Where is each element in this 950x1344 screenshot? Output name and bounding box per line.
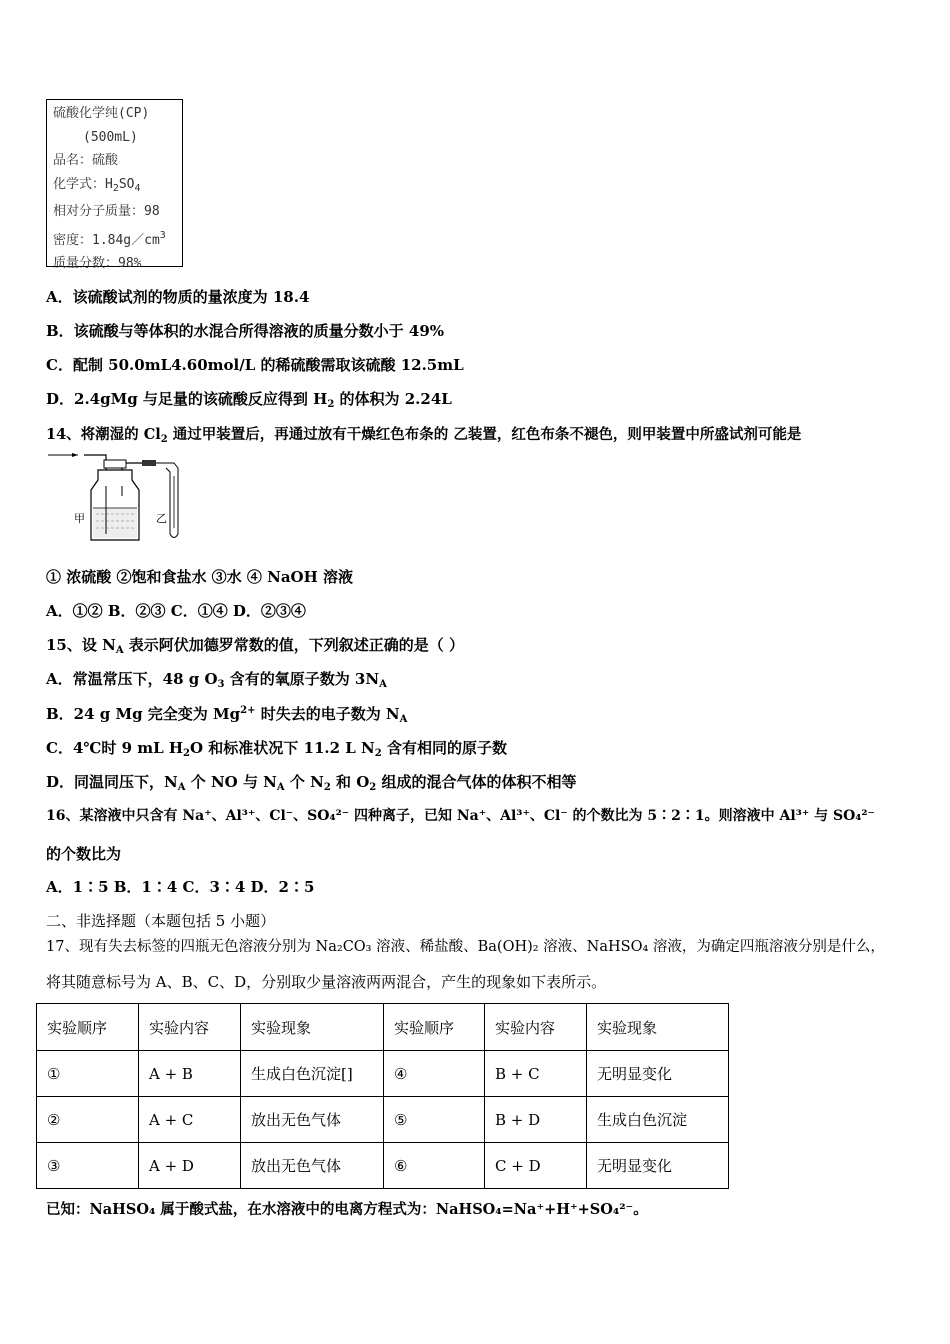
q15-option-a: A．常温常压下，48 g $O_3$ 含有的氧原子数为 $3N_A$ <box>46 670 387 690</box>
table-row <box>37 1051 729 1097</box>
header-cell: 实验现象 <box>587 1004 729 1051</box>
label-molar-mass: 相对分子质量：98 <box>53 204 160 219</box>
label-mass-fraction: 质量分数：98% <box>53 256 142 271</box>
q15-option-b: B．24 g Mg 完全变为 $Mg^{2+}$ 时失去的电子数为 $N_A$ <box>46 705 408 725</box>
q16-stem-line1: 16、某溶液中只含有 Na⁺、Al³⁺、Cl⁻、SO₄²⁻ 四种离子，已知 Na⁺、Al³⁺、Cl⁻ 的个数比为 5∶2∶1。则溶液中 Al³⁺ 与 SO₄²⁻ <box>46 808 875 824</box>
table-header-row <box>37 1004 729 1051</box>
q13-option-b: B．该硫酸与等体积的水混合所得溶液的质量分数小于 49% <box>46 322 445 340</box>
header-cell: 实验现象 <box>241 1004 384 1051</box>
table-row <box>37 1143 729 1189</box>
q13-option-c: C．配制 50.0mL4.60mol/L 的稀硫酸需取该硫酸 12.5mL <box>46 356 464 374</box>
q16-stem-line2: 的个数比为 <box>46 845 122 863</box>
label-density: 密度：$1.84g/cm^3$ <box>53 229 166 248</box>
table-cell: ④ <box>384 1051 485 1097</box>
q16-options: A．1∶5 B．1∶4 C．3∶4 D．2∶5 <box>46 878 315 896</box>
experiment-table <box>36 1003 729 1189</box>
gas-washing-apparatus <box>44 446 194 546</box>
header-cell: 实验内容 <box>139 1004 241 1051</box>
label-yi: 乙 <box>156 512 167 525</box>
table-cell: A + B <box>139 1051 241 1097</box>
label-volume: (500mL) <box>83 129 138 145</box>
q14-options: A．①② B．②③ C．①④ D．②③④ <box>46 602 306 620</box>
table-cell: 无明显变化 <box>587 1051 729 1097</box>
table-cell: ② <box>37 1097 139 1143</box>
table-cell: B + C <box>485 1051 587 1097</box>
table-cell: 生成白色沉淀 <box>587 1097 729 1143</box>
table-row <box>37 1097 729 1143</box>
label-name: 品名：硫酸 <box>53 153 119 168</box>
table-cell: 生成白色沉淀[] <box>241 1051 384 1097</box>
q14-reagents: ① 浓硫酸 ②饱和食盐水 ③水 ④ NaOH 溶液 <box>46 568 354 586</box>
table-cell: C + D <box>485 1143 587 1189</box>
q13-option-a: A．该硫酸试剂的物质的量浓度为 18.4 <box>46 288 310 306</box>
reagent-label <box>46 99 183 271</box>
table-cell: B + D <box>485 1097 587 1143</box>
table-cell: 放出无色气体 <box>241 1097 384 1143</box>
section-heading: 二、非选择题（本题包括 5 小题） <box>46 912 276 930</box>
table-cell: ⑤ <box>384 1097 485 1143</box>
q13-option-d: D．2.4gMg 与足量的该硫酸反应得到 $H_2$ 的体积为 2.24L <box>46 390 452 410</box>
table-cell: ① <box>37 1051 139 1097</box>
q17-stem-line1: 17、现有失去标签的四瓶无色溶液分别为 Na₂CO₃ 溶液、稀盐酸、Ba(OH)₂ 溶液、NaHSO₄ 溶液，为确定四瓶溶液分别是什么， <box>46 939 885 955</box>
q15-option-c: C．4℃时 9 mL $H_2O$ 和标准状况下 11.2 L $N_2$ 含有相同的原子数 <box>46 739 507 759</box>
label-jia: 甲 <box>74 512 85 525</box>
label-formula: 化学式：$H_2SO_4$ <box>53 176 141 194</box>
q15-option-d: D．同温同压下，$N_A$ 个 NO 与 $N_A$ 个 $N_2$ 和 $O_2$ 组成的混合气体的体积不相等 <box>46 773 577 793</box>
q15-stem: 15、设 $N_A$ 表示阿伏加德罗常数的值，下列叙述正确的是（ ） <box>46 636 465 656</box>
header-cell: 实验内容 <box>485 1004 587 1051</box>
table-cell: ⑥ <box>384 1143 485 1189</box>
table-cell: A + C <box>139 1097 241 1143</box>
header-cell: 实验顺序 <box>384 1004 485 1051</box>
table-cell: 无明显变化 <box>587 1143 729 1189</box>
q17-note: 已知：NaHSO₄ 属于酸式盐，在水溶液中的电离方程式为：NaHSO₄=Na⁺+H⁺+SO₄²⁻。 <box>46 1201 648 1218</box>
header-cell: 实验顺序 <box>37 1004 139 1051</box>
q17-stem-line2: 将其随意标号为 A、B、C、D，分别取少量溶液两两混合，产生的现象如下表所示。 <box>46 973 607 991</box>
q14-stem: 14、将潮湿的 $Cl_2$ 通过甲装置后，再通过放有干燥红色布条的 乙装置，红色布条不褪色，则甲装置中所盛试剂可能是 <box>46 426 802 445</box>
table-cell: A + D <box>139 1143 241 1189</box>
table-cell: 放出无色气体 <box>241 1143 384 1189</box>
label-title: 硫酸化学纯(CP) <box>53 106 150 121</box>
table-cell: ③ <box>37 1143 139 1189</box>
